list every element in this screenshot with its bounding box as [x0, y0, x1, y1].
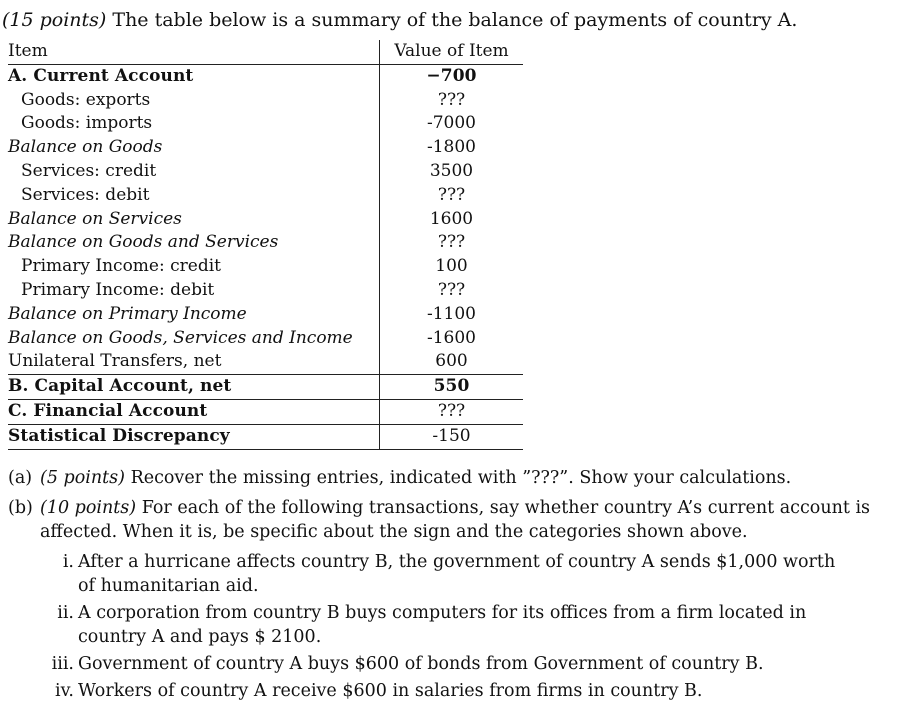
row-item: C. Financial Account	[8, 399, 380, 424]
question-b	[8, 496, 908, 544]
row-value: ???	[380, 184, 524, 208]
row-item: Primary Income: credit	[21, 256, 221, 277]
item-label: iv.	[55, 681, 74, 701]
item-label: i.	[62, 552, 74, 572]
question-a-points: (5 points)	[40, 468, 125, 488]
row-item: Balance on Goods, Services and Income	[8, 327, 353, 348]
balance-of-payments-table	[8, 40, 523, 450]
intro-points: (15 points)	[2, 9, 107, 31]
question-b-items	[8, 550, 908, 703]
row-value: -1100	[380, 303, 524, 327]
row-item: Services: credit	[21, 160, 157, 181]
table-row	[8, 112, 523, 136]
row-item: B. Capital Account, net	[8, 375, 380, 400]
table-row	[8, 279, 523, 303]
question-b-text: For each of the following transactions, say whether country A’s current account is affected. When it is, be specific about the sign and the categories shown above.	[40, 498, 871, 542]
table-row	[8, 231, 523, 255]
item-text: After a hurricane affects country B, the government of country A sends $1,000 worth of humanitarian aid.	[78, 552, 836, 596]
row-item: Balance on Services	[8, 208, 182, 229]
row-value: 1600	[380, 208, 524, 232]
list-item	[8, 679, 848, 703]
item-text: Government of country A buys $600 of bonds from Government of country B.	[78, 654, 764, 674]
row-item: Primary Income: debit	[21, 279, 215, 300]
row-value: 100	[380, 255, 524, 279]
row-item: Goods: imports	[21, 113, 153, 134]
table-row	[8, 184, 523, 208]
row-value: ???	[380, 231, 524, 255]
table-row	[8, 64, 523, 88]
table-row	[8, 327, 523, 351]
intro-text: The table below is a summary of the balance of payments of country A.	[112, 9, 798, 31]
item-text: A corporation from country B buys computers for its offices from a firm located in country A and pays $ 2100.	[78, 603, 807, 647]
table-row	[8, 136, 523, 160]
row-item: A. Current Account	[8, 65, 194, 86]
question-a-text: Recover the missing entries, indicated with ”???”. Show your calculations.	[130, 468, 792, 488]
item-text: Workers of country A receive $600 in salaries from firms in country B.	[78, 681, 703, 701]
row-value: 3500	[380, 160, 524, 184]
problem-intro	[2, 8, 902, 32]
row-value: 600	[380, 350, 524, 374]
questions-section	[8, 466, 908, 706]
table-row	[8, 375, 523, 400]
list-item	[8, 550, 848, 598]
table-row	[8, 208, 523, 232]
header-value: Value of Item	[380, 40, 524, 64]
table-row	[8, 399, 523, 424]
row-item: Services: debit	[21, 184, 150, 205]
row-value: -1600	[380, 327, 524, 351]
row-item: Unilateral Transfers, net	[8, 351, 222, 372]
list-item	[8, 652, 848, 676]
table-row	[8, 160, 523, 184]
question-a	[8, 466, 908, 490]
row-item: Balance on Goods	[8, 137, 163, 158]
table-row	[8, 89, 523, 113]
row-value: -7000	[380, 112, 524, 136]
row-item: Balance on Goods and Services	[8, 232, 279, 253]
list-item	[8, 601, 848, 649]
row-item: Balance on Primary Income	[8, 303, 247, 324]
row-value: -150	[380, 424, 524, 449]
question-a-label: (a)	[8, 468, 33, 488]
question-b-label: (b)	[8, 498, 33, 518]
row-value: 550	[380, 375, 524, 400]
row-value: ???	[380, 89, 524, 113]
table-row	[8, 255, 523, 279]
table-row	[8, 350, 523, 374]
row-item: Goods: exports	[21, 89, 151, 110]
table-row	[8, 424, 523, 449]
row-value: ???	[380, 399, 524, 424]
item-label: iii.	[51, 654, 74, 674]
table-header-row	[8, 40, 523, 64]
row-value: ???	[380, 279, 524, 303]
question-b-points: (10 points)	[40, 498, 137, 518]
item-label: ii.	[57, 603, 74, 623]
row-value: −700	[380, 64, 524, 88]
header-item: Item	[8, 40, 380, 64]
table-row	[8, 303, 523, 327]
row-item: Statistical Discrepancy	[8, 424, 380, 449]
row-value: -1800	[380, 136, 524, 160]
